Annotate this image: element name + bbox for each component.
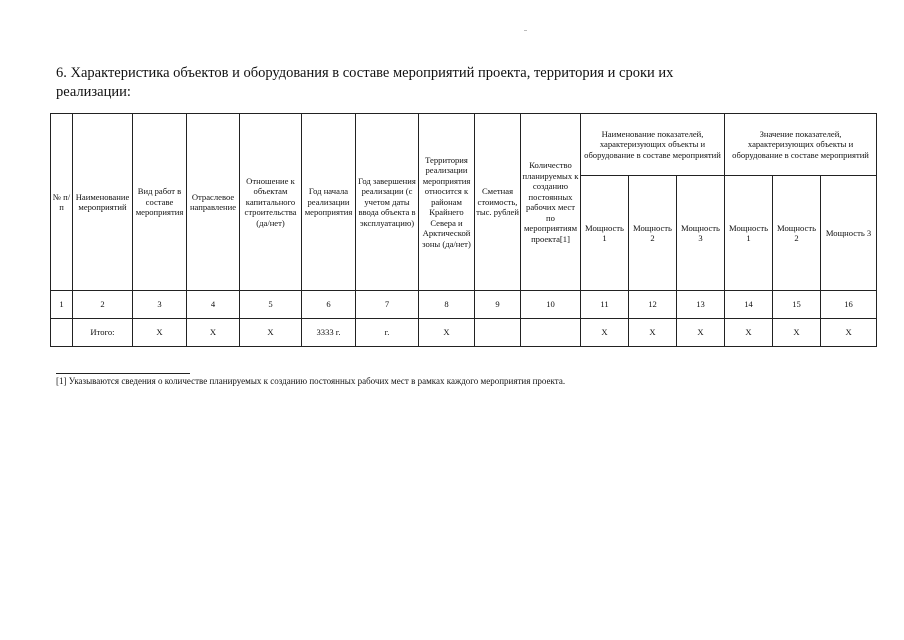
header-industry: Отраслевое направление xyxy=(187,114,240,291)
header-work-type: Вид работ в составе мероприятия xyxy=(133,114,187,291)
total-cell: X xyxy=(773,319,821,347)
total-cell: X xyxy=(629,319,677,347)
column-number: 15 xyxy=(773,291,821,319)
total-cell: X xyxy=(419,319,475,347)
column-number: 10 xyxy=(521,291,581,319)
header-value-power-3: Мощность 3 xyxy=(821,176,877,291)
header-cost: Сметная стоимость, тыс. рублей xyxy=(475,114,521,291)
total-cell: X xyxy=(187,319,240,347)
total-cell xyxy=(475,319,521,347)
footnote-divider xyxy=(56,373,190,374)
header-indicator-names-group: Наименование показателей, характеризующих объекты и оборудование в составе мероприятий xyxy=(581,114,725,176)
header-start-year: Год начала реализации мероприятия xyxy=(302,114,356,291)
column-number: 12 xyxy=(629,291,677,319)
header-value-power-2: Мощность 2 xyxy=(773,176,821,291)
total-cell xyxy=(51,319,73,347)
total-cell: X xyxy=(240,319,302,347)
footnote: [1] Указываются сведения о количестве планируемых к созданию постоянных рабочих мест в рамках каждого мероприятия проекта. xyxy=(56,376,566,386)
column-number: 9 xyxy=(475,291,521,319)
header-name-power-1: Мощность 1 xyxy=(581,176,629,291)
column-number: 16 xyxy=(821,291,877,319)
column-number: 2 xyxy=(73,291,133,319)
header-value-power-1: Мощность 1 xyxy=(725,176,773,291)
column-number-row xyxy=(51,291,877,319)
header-jobs: Количество планируемых к созданию постоянных рабочих мест по мероприятиям проекта[1] xyxy=(521,114,581,291)
header-name: Наименование мероприятий xyxy=(73,114,133,291)
section-heading-line1: 6. Характеристика объектов и оборудования в составе мероприятий проекта, территория и сроки их xyxy=(56,65,674,81)
section-heading-line2: реализации: xyxy=(56,84,131,100)
column-number: 6 xyxy=(302,291,356,319)
total-cell: X xyxy=(821,319,877,347)
column-number: 3 xyxy=(133,291,187,319)
column-number: 5 xyxy=(240,291,302,319)
header-end-year: Год завершения реализации (с учетом даты ввода объекта в эксплуатацию) xyxy=(356,114,419,291)
header-row-top xyxy=(51,114,877,176)
column-number: 7 xyxy=(356,291,419,319)
section-heading xyxy=(56,64,856,102)
column-number: 14 xyxy=(725,291,773,319)
total-start-year: 3333 г. xyxy=(302,319,356,347)
total-cell: X xyxy=(581,319,629,347)
total-cell: X xyxy=(133,319,187,347)
header-name-power-3: Мощность 3 xyxy=(677,176,725,291)
column-number: 11 xyxy=(581,291,629,319)
characteristics-table xyxy=(50,113,877,347)
column-number: 1 xyxy=(51,291,73,319)
total-cell: X xyxy=(725,319,773,347)
header-capital: Отношение к объектам капитального строительства (да/нет) xyxy=(240,114,302,291)
total-label: Итого: xyxy=(73,319,133,347)
column-number: 4 xyxy=(187,291,240,319)
header-num: № п/п xyxy=(51,114,73,291)
header-territory: Территория реализации мероприятия относится к районам Крайнего Севера и Арктической зоны (да/нет) xyxy=(419,114,475,291)
total-cell xyxy=(521,319,581,347)
total-row xyxy=(51,319,877,347)
header-name-power-2: Мощность 2 xyxy=(629,176,677,291)
column-number: 13 xyxy=(677,291,725,319)
total-cell: X xyxy=(677,319,725,347)
column-number: 8 xyxy=(419,291,475,319)
header-indicator-values-group: Значение показателей, характеризующих объекты и оборудование в составе мероприятий xyxy=(725,114,877,176)
total-end-year: г. xyxy=(356,319,419,347)
scan-speck xyxy=(524,30,527,31)
